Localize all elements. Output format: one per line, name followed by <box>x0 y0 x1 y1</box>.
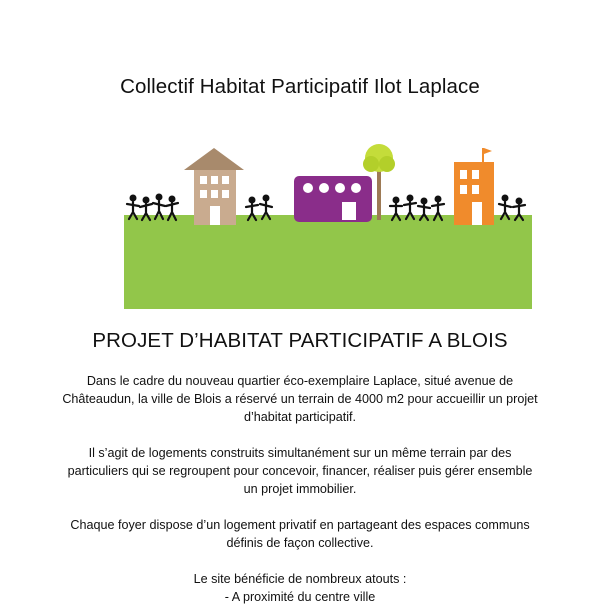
house-left-icon <box>184 148 244 225</box>
paragraph-definition: Il s’agit de logements construits simultanément sur un même terrain par des particuliers qui se regroupent pour concevoir, financer, réaliser puis gérer ensemble un projet immobilier. <box>67 446 533 496</box>
list-intro: Le site bénéficie de nombreux atouts : <box>193 572 407 586</box>
document-title: Collectif Habitat Participatif Ilot Laplace <box>120 75 480 98</box>
grass-field <box>124 215 532 309</box>
paragraph-context: Dans le cadre du nouveau quartier éco-exemplaire Laplace, situé avenue de Châteaudun, la ville de Blois a réservé un terrain de 4000 m2 pour accueillir un projet d’habitat participatif. <box>62 374 538 424</box>
list-item: - A proximité du centre ville <box>224 590 376 604</box>
house-right-icon <box>454 148 494 225</box>
section-heading: PROJET D’HABITAT PARTICIPATIF A BLOIS <box>92 329 508 352</box>
paragraph-spaces: Chaque foyer dispose d’un logement privatif en partageant des espaces communs définis de façon collective. <box>70 518 530 550</box>
community-housing-illustration <box>0 140 600 312</box>
advantages-list <box>60 588 540 606</box>
document-body <box>60 372 540 606</box>
house-middle-icon <box>294 176 372 222</box>
